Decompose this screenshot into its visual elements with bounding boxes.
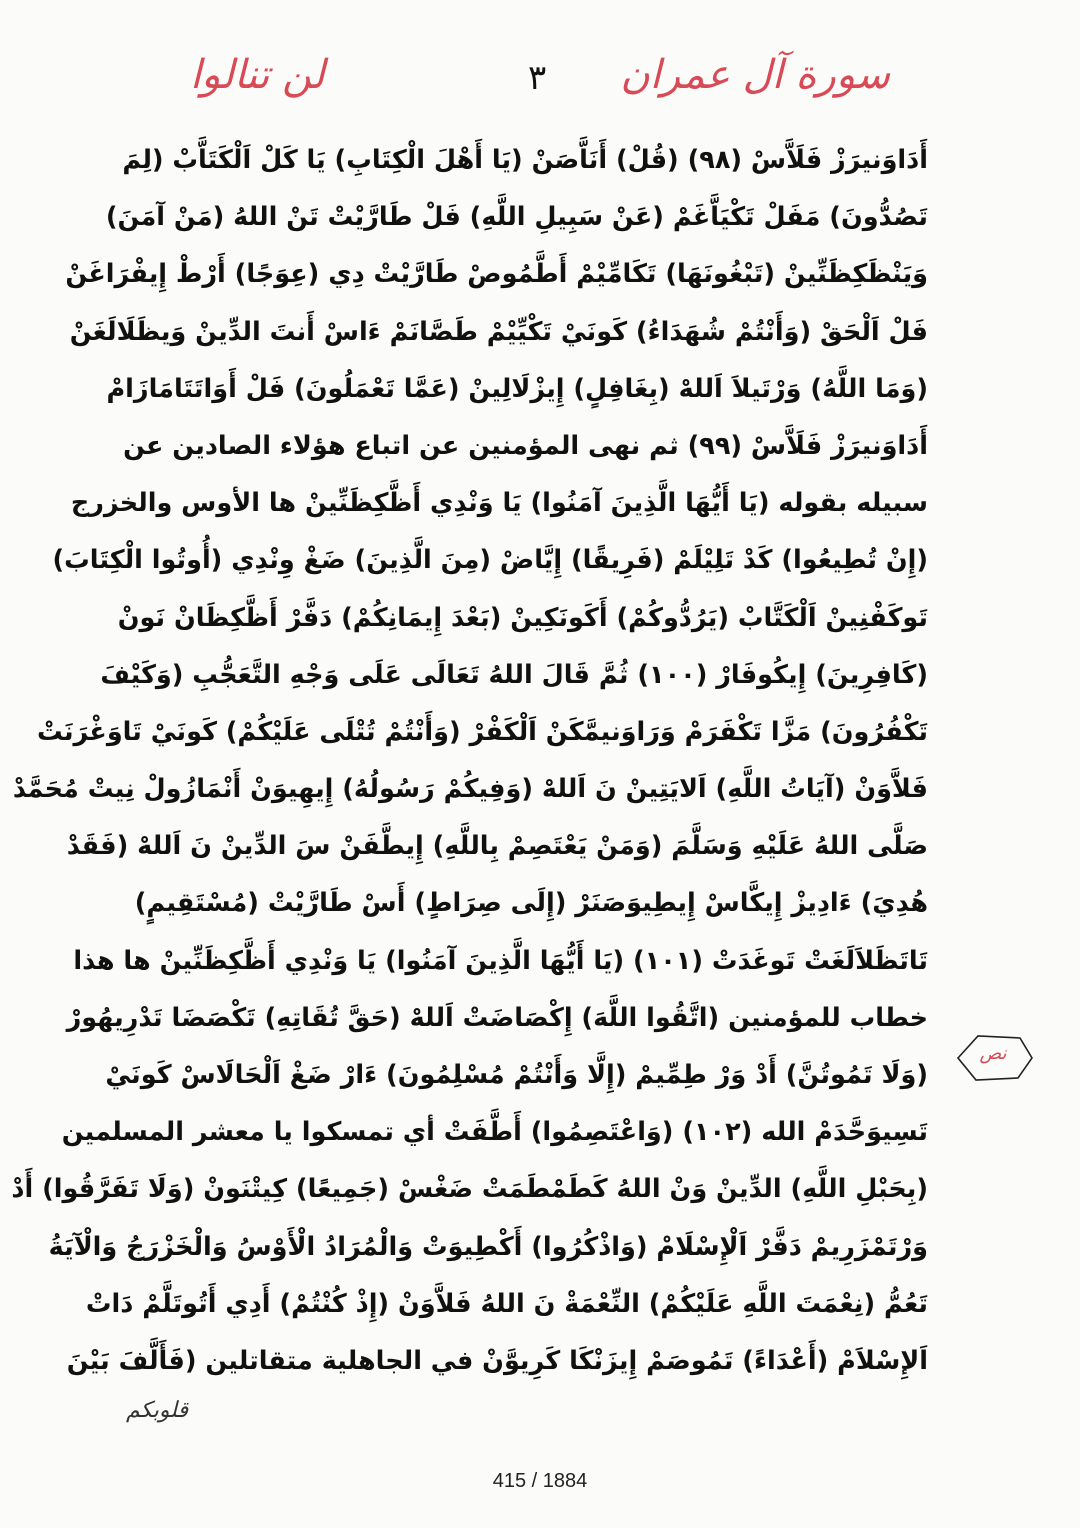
text-line: سبيله بقوله (يَا أَيُّهَا الَّذِينَ آمَنُوا) يَا وَنْدِي أَظَّكِظَنِّينْ ها الأوس والخزرج xyxy=(70,488,928,519)
text-line: وَرْتَمْزَرِيمْ دَفَّرْ اَلْإِسْلَامْ (وَاذْكُرُوا) أَكْطِيوَتْ وَالْمُرَادُ الْأَوْسُ وَالْخَزْرَجُ وَالْآيَةُ xyxy=(48,1231,928,1262)
margin-note-text: نص xyxy=(979,1043,1007,1064)
text-line: (كَافِرِينَ) إِيكُوفَارْ (١٠٠) ثُمَّ قَالَ اللهُ تَعَالَى عَلَى وَجْهِ التَّعَجُّبِ (وَكَيْفَ xyxy=(100,659,928,690)
text-line: أَدَاوَنيرَزْ فَلَاَّسْ (٩٨) (قُلْ) أَنَاَّصَنْ (يَا أَهْلَ الْكِتَابِ) يَا كَلْ اَلْكَتَاَّبْ (لِمَ xyxy=(122,145,928,175)
text-line: تَصُدُّونَ) مَفَلْ تَكْيَاَّغَمْ (عَنْ سَبِيلِ اللَّهِ) فَلْ طَارَّيْتْ تَنْ اللهُ (مَنْ آمَنَ) xyxy=(105,202,928,233)
text-line: هُدِيَ) ءَادِيزْ إِيكَّاسْ إِيطِيوَصَنَرْ (إِلَى صِرَاطٍ) أَسْ طَارَّيْتْ (مُسْتَقِيمٍ) xyxy=(134,888,928,919)
pagination: 415 / 1884 xyxy=(492,1470,588,1492)
text-line: أَدَاوَنيرَزْ فَلَاَّسْ (٩٩) ثم نهى المؤمنين عن اتباع هؤلاء الصادين عن xyxy=(123,430,928,461)
text-line: (بِحَبْلِ اللَّهِ) الدِّينْ وَنْ اللهُ كَطَمْطَمَتْ ضَغْسْ (جَمِيعًا) كِيتْنَونْ (وَلَا تَفَرَّقُوا) أَدْ xyxy=(11,1174,928,1205)
text-line: تَسِيوَحَّدَمْ الله (١٠٢) (وَاعْتَصِمُوا) أَطَّفَتْ أي تمسكوا يا معشر المسلمين xyxy=(61,1117,928,1148)
text-line: تَوكَفْنِينْ اَلْكَتَّابْ (يَرُدُّوكُمْ) أَكَونَكِينْ (بَعْدَ إِيمَانِكُمْ) دَفَّرْ أَظَّكِظَانْ نَونْ xyxy=(117,602,928,633)
text-line: صَلَّى اللهُ عَلَيْهِ وَسَلَّمَ (وَمَنْ يَعْتَصِمْ بِاللَّهِ) إِيطَّفَنْ سَ الدِّينْ نَ اَللهْ (فَقَدْ xyxy=(66,831,928,862)
commentary-text xyxy=(11,132,928,1390)
text-line: فَلاَّوَنْ (آيَاتُ اللَّهِ) اَلايَتِينْ نَ اَللهْ (وَفِيكُمْ رَسُولُهُ) إِيهِيوَنْ أَنْمَازُولْ نِيتْ مُحَمَّدْ xyxy=(12,774,928,805)
text-line: وَيَنْظَكِظَنِّينْ (تَبْغُونَهَا) تَكَامِّيْمْ أَطَّمُوصْ طَارَّيْتْ دِي (عِوَجًا) أَرْطْ إِيفْرَاغَنْ xyxy=(65,259,928,290)
text-line: تَكْفُرُونَ) مَزَّا تَكْفَرَمْ وَرَاوَنيمَّكَنْ اَلْكَفْرْ (وَأَنْتُمْ تُتْلَى عَلَيْكُمْ) كَونَيْ تَاوَغْرَنَتْ xyxy=(36,716,928,747)
text-line: (إِنْ تُطِيعُوا) كَدْ تَلِيْلَمْ (فَرِيقًا) إِيَّاضْ (مِنَ الَّذِينَ) ضَغْ وِنْدِي (أُوتُوا الْكِتَابَ) xyxy=(52,545,928,576)
page-number: ٣ xyxy=(528,58,547,98)
text-line: (وَلَا تَمُوتُنَّ) أَدْ وَرْ طِمِّيمْ (إِلَّا وَأَنْتُمْ مُسْلِمُونَ) ءَارْ ضَغْ اَلْحَالَاسْ كَونَيْ xyxy=(105,1060,928,1090)
text-line: تَاتَظَلاَلَغَتْ تَوغَدَتْ (١٠١) (يَا أَيُّهَا الَّذِينَ آمَنُوا) يَا وَنْدِي أَظَّكِظَنِّينْ ها هذا xyxy=(73,945,928,976)
section-title: لن تنالوا xyxy=(190,52,325,98)
margin-note xyxy=(950,1030,1036,1084)
text-line: فَلْ اَلْحَقْ (وَأَنْتُمْ شُهَدَاءُ) كَونَيْ تَكْيِّيْمْ طَصَّانَمْ ءَاسْ أَنتَ الدِّينْ وَيظَلَالَغَنْ xyxy=(69,316,928,347)
text-line: اَلإِسْلاَمْ (أَعْدَاءً) تَمُوصَمْ إِيزَنْكَا كَرِيوَّنْ في الجاهلية متقاتلين (فَأَلَّفَ بَيْنَ xyxy=(66,1345,928,1376)
surah-title: سورة آل عمران xyxy=(620,52,890,98)
catchword: قلوبكم xyxy=(126,1398,189,1423)
text-line: تَعُمُّ (نِعْمَتَ اللَّهِ عَلَيْكُمْ) النِّعْمَةْ نَ اللهُ فَلاَّوَنْ (إِذْ كُنْتُمْ) أَدِي أَتُوتَلَّمْ دَاتْ xyxy=(85,1288,928,1319)
text-line: (وَمَا اللَّهُ) وَرْتَيلاَ اَللهْ (بِغَافِلٍ) إِيزْلَالِينْ (عَمَّا تَعْمَلُونَ) فَلْ أَوَاتَتَامَازَامْ xyxy=(106,373,928,404)
text-line: خطاب للمؤمنين (اتَّقُوا اللَّهَ) إِكْصَاضَتْ اَللهْ (حَقَّ تُقَاتِهِ) تَكْصَضَا تَدْرِيهُورْ xyxy=(66,1002,928,1033)
